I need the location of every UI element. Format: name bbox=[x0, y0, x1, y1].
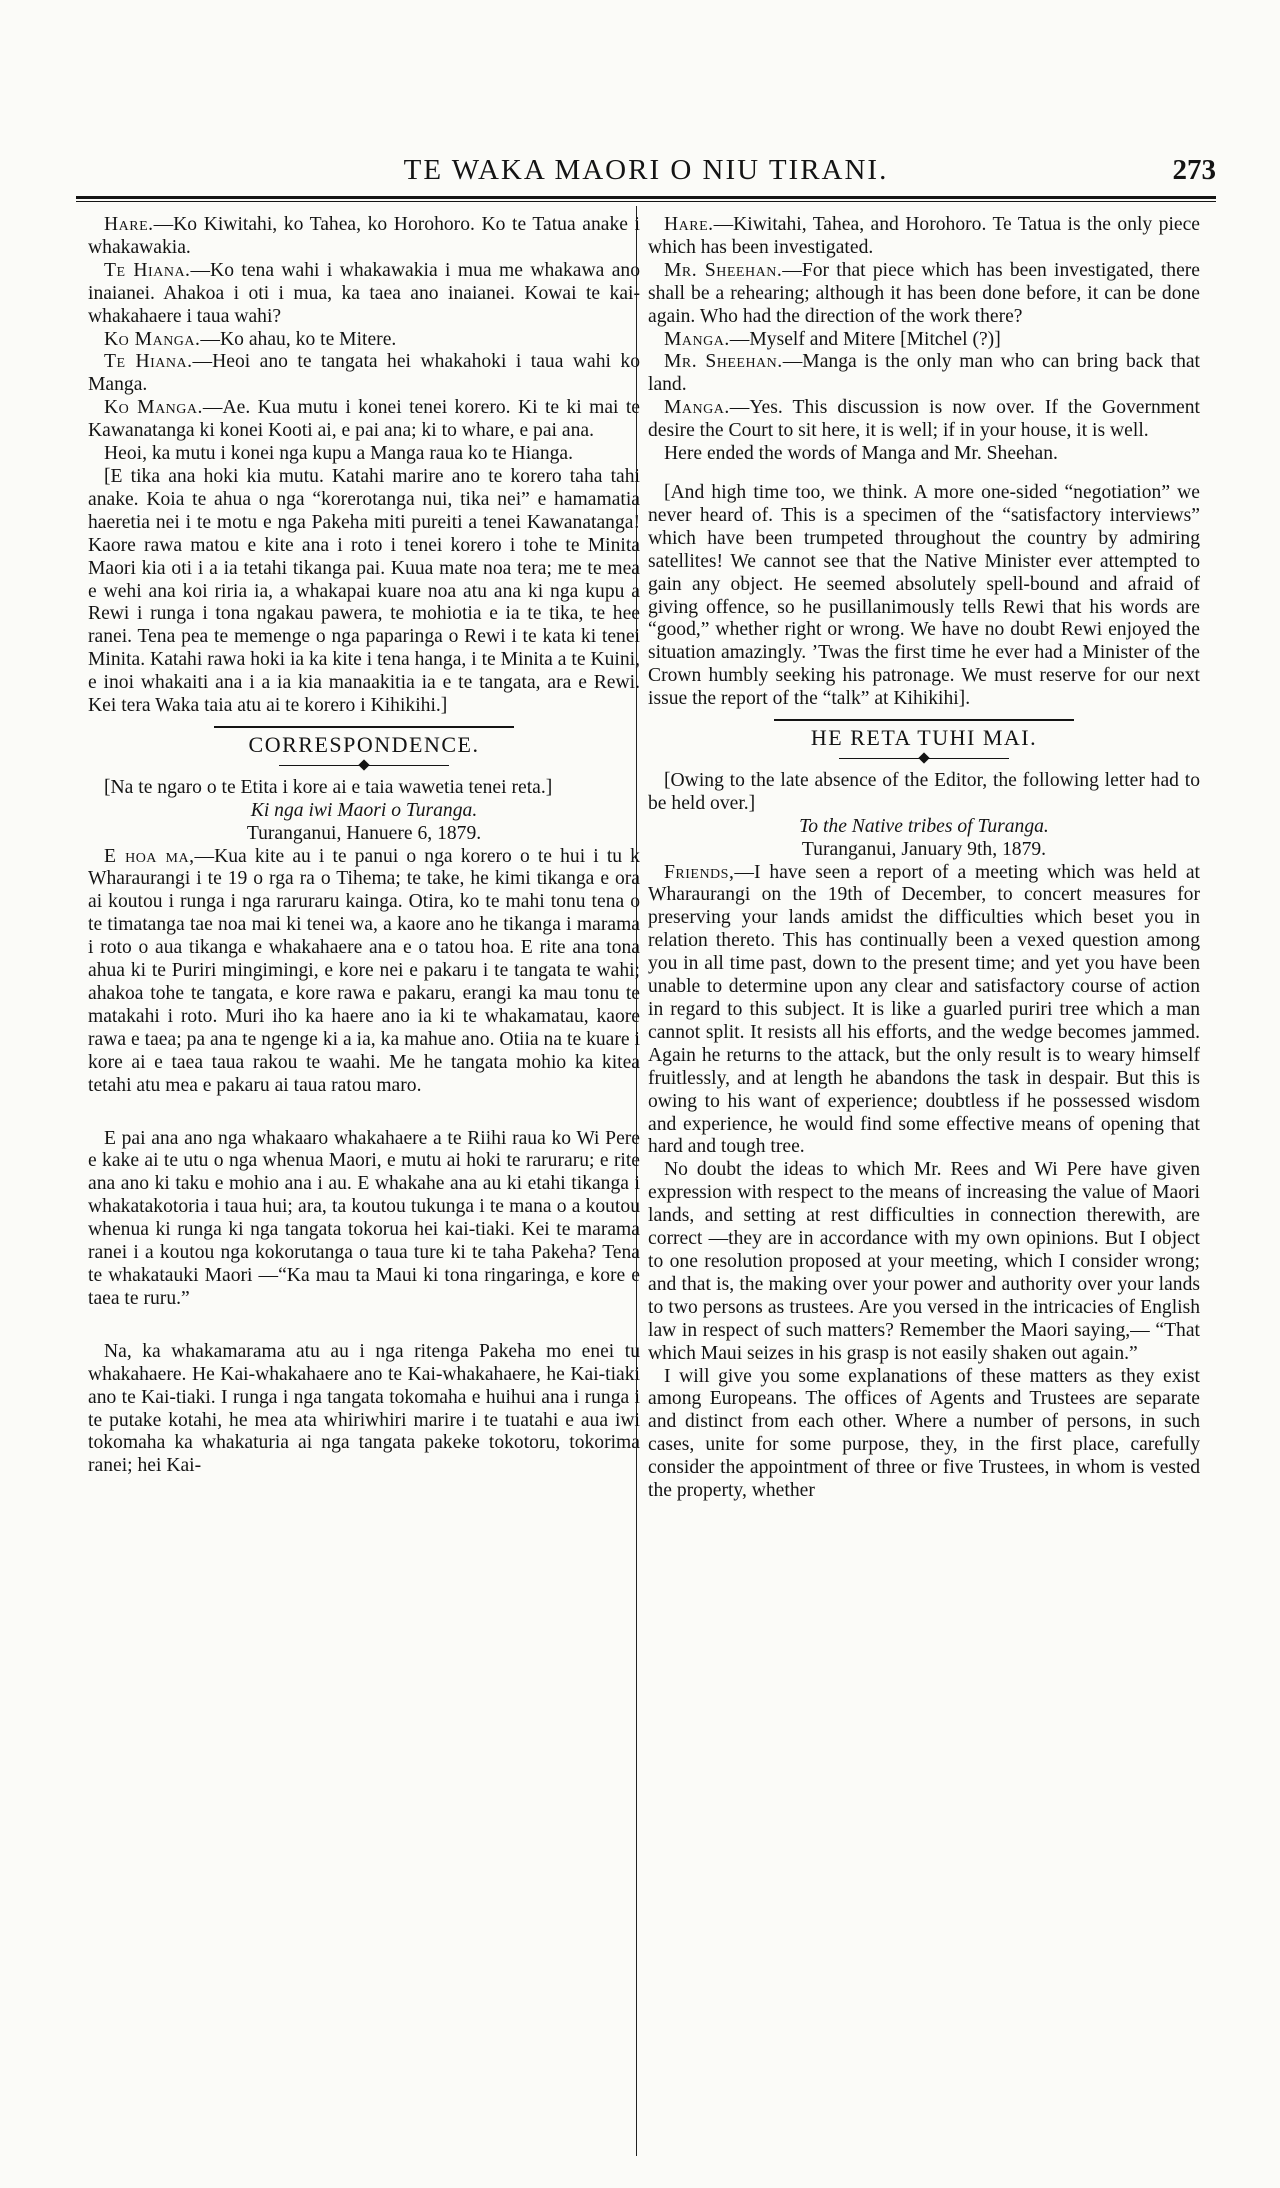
page-number: 273 bbox=[1172, 154, 1216, 186]
letter-paragraph: Na, ka whakamarama atu au i nga ritenga Pakeha mo enei tu whakahaere. He Kai-whakahaere ano te Kai-whakahaere, he Kai-tiaki ano te Kai-tiaki. I runga i nga tangata tokomaha e huihui ana i runga i te putake kotahi, he mea ata whiriwhiri marire i te tuatahi e aua iwi tokomaha ka whakaturia ai nga tangata pakeke tokotoru, tokorima ranei; hei Kai- bbox=[88, 1340, 640, 1477]
section-title: HE RETA TUHI MAI. bbox=[810, 725, 1038, 751]
letter-addressee: Ki nga iwi Maori o Turanga. bbox=[250, 799, 478, 821]
dialogue-line: Ko Manga.—Ko ahau, ko te Mitere. bbox=[104, 328, 397, 350]
correspondence-heading bbox=[88, 726, 640, 771]
dialogue-line: Manga.—Yes. This discussion is now over. If the Government desire the Court to sit here, it is well; if in your house, it is well. bbox=[648, 397, 1200, 442]
section-rule bbox=[214, 726, 514, 728]
page-header bbox=[76, 150, 1216, 194]
letter-paragraph: I will give you some explanations of these matters as they exist among Europeans. The offices of Agents and Trustees are separate and distinct from each other. Where a number of persons, in such cases, unite for some purpose, they, in the first place, carefully consider the appointment of three or five Trustees, in whom is vested the property, whether bbox=[648, 1365, 1200, 1502]
letter-dateline: Turanganui, Hanuere 6, 1879. bbox=[246, 822, 482, 844]
masthead-title: TE WAKA MAORI O NIU TIRANI. bbox=[403, 154, 889, 186]
dialogue-line: Hare.—Ko Kiwitahi, ko Tahea, ko Horohoro. Ko te Tatua anake i whakawakia. bbox=[88, 214, 640, 258]
section-rule bbox=[774, 719, 1074, 721]
letter-paragraph: Friends,—I have seen a report of a meeting which was held at Wharaurangi on the 19th of December, to concert measures for preserving your lands amidst the difficulties which beset you in relation thereto. This has continually been a vexed question among you in all time past, down to the present time; and yet you have been unable to determine upon any clear and satisfactory course of action in regard to this subject. It is like a guarled puriri tree which a man cannot split. It resists all his efforts, and the wedge becomes jammed. Again he returns to the attack, but the only result is to weary himself fruitlessly, and at length he abandons the task in despair. But this is owing to his want of experience; doubtless if he possessed wisdom and experience, he would find some effective means of opening that hard and tough tree. bbox=[648, 861, 1200, 1158]
diamond-ornament-icon bbox=[279, 761, 449, 771]
dialogue-line: Te Hiana.—Heoi ano te tangata hei whakahoki i taua wahi ko Manga. bbox=[88, 351, 640, 396]
letter-dateline: Turanganui, January 9th, 1879. bbox=[801, 838, 1047, 860]
dialogue-line: Manga.—Myself and Mitere [Mitchel (?)] bbox=[664, 328, 1001, 350]
header-rule bbox=[76, 196, 1216, 202]
editor-note: [Na te ngaro o te Etita i kore ai e taia wawetia tenei reta.] bbox=[104, 776, 553, 798]
dialogue-line: Ko Manga.—Ae. Kua mutu i konei tenei korero. Ki te ki mai te Kawanatanga ki konei Kooti ai, e pai ana; ki to whare, e pai ana. bbox=[88, 397, 640, 442]
dialogue-line: Hare.—Kiwitahi, Tahea, and Horohoro. Te Tatua is the only piece which has been investigated. bbox=[648, 214, 1200, 258]
letter-paragraph: E hoa ma,—Kua kite au i te panui o nga korero o te hui i tu k Wharaurangi i te 19 o rga ra o Tihema; te take, he kimi tikanga e ora ai koutou i runga i nga raruraru kainga. Otira, ko te mahi tonu tena o te timatanga tae noa mai ki tenei wa, a kaore ano he tikanga i marama i roto o aua tikanga e whakahaere ana e o tatou hoa. E rite ana tona ahua ki te Puriri mingimingi, e kore nei e pakaru i te tangata te wahi; ahakoa tohe te tangata, e kore rawa e pakaru, erangi ka mau tonu te matakahi i roto. Muri iho ka haere ano ia ki te whakamatau, kaore rawa e taea; pa ana te ngenge ki a ia, ka mahue ano. Otiia na te kuare i kore ai e taea taua rakou te waahi. Me he tangata mohio ka kitea tetahi atu mea e pakaru ai taua ratou maro. bbox=[88, 845, 640, 1096]
editor-note: [Owing to the late absence of the Editor, the following letter had to be held over.] bbox=[648, 769, 1200, 814]
section-title: CORRESPONDENCE. bbox=[248, 731, 480, 757]
dialogue-line: Mr. Sheehan.—Manga is the only man who can bring back that land. bbox=[648, 351, 1200, 396]
diamond-ornament-icon bbox=[839, 754, 1009, 764]
closing-line: Heoi, ka mutu i konei nga kupu a Manga raua ko te Hianga. bbox=[104, 443, 574, 465]
closing-line: Here ended the words of Manga and Mr. Sheehan. bbox=[664, 443, 1058, 465]
right-column-english bbox=[648, 214, 1200, 2154]
dialogue-line: Te Hiana.—Ko tena wahi i whakawakia i mua me whakawa ano inaianei. Ahakoa i oti i mua, ka taea ano inaianei. Kowai te kai-whakahaere i taua wahi? bbox=[88, 259, 640, 327]
letter-paragraph: E pai ana ano nga whakaaro whakahaere a te Riihi raua ko Wi Pere e kake ai te utu o nga whenua Maori, e mutu ai hoki te raruraru; e rite ana ano ki taku e mohio ana i au. E whakahe ana au ki etahi tikanga i whakatakotoria i taua hui; ara, ta koutou tukunga i te mana o a koutou whenua ki runga ki nga tangata tokorua hei kai-tiaki. Kei te marama ranei i a koutou nga kokorutanga o taua ture ki te taha Pakeha? Tena te whakatauki Maori —“Ka mau ta Maui ki tona ringaringa, e kore e taea te ruru.” bbox=[88, 1127, 640, 1309]
letter-addressee: To the Native tribes of Turanga. bbox=[799, 815, 1049, 837]
editorial-comment: [And high time too, we think. A more one-sided “negotiation” we never heard of. This is a specimen of the “satisfactory interviews” which have been trumpeted throughout the country by admiring satellites! We cannot see that the Native Minister ever attempted to gain any object. He seemed absolutely spell-bound and afraid of giving offence, so he pusillanimously tells Rewi that his words are “good,” whether right or wrong. We have no doubt Rewi enjoyed the situation amazingly. ’Twas the first time he ever had a Minister of the Crown humbly seeking his patronage. We must reserve for our next issue the report of the “talk” at Kihikihi]. bbox=[648, 481, 1200, 710]
dialogue-line: Mr. Sheehan.—For that piece which has been investigated, there shall be a rehearing; although it has been done before, it can be done again. Who had the direction of the work there? bbox=[648, 259, 1200, 327]
letters-heading bbox=[648, 719, 1200, 764]
letter-paragraph: No doubt the ideas to which Mr. Rees and Wi Pere have given expression with respect to the means of increasing the value of Maori lands, and setting at rest difficulties in connection therewith, are correct —they are in accordance with my own opinions. But I object to one resolution proposed at your meeting, which I consider wrong; and that is, the making over your power and authority over your lands to two persons as trustees. Are you versed in the intricacies of English law in respect of such matters? Remember the Maori saying,— “That which Maui seizes in his grasp is not easily shaken out again.” bbox=[648, 1159, 1200, 1364]
left-column-maori bbox=[88, 214, 640, 2154]
editorial-comment: [E tika ana hoki kia mutu. Katahi marire ano te korero taha tahi anake. Koia te ahua o nga “korerotanga nui, tika nei” e hamamatia haeretia nei i te motu e nga Pakeha miti pureiti a tenei Kawanatanga! Kaore rawa matou e kite ana i roto i tenei korero i tohe te Minita Maori kia oti i a ia tetahi tikanga pai. Kuua mate noa tera; me te mea e wehi ana koi riria ia, a whakapai kuare noa atu ana ki nga kupu a Rewi i runga i tona ngakau pawera, te mohiotia e ia te tika, te hee ranei. Tena pea te memenge o nga paparinga o Rewi i te kata ki tenei Minita. Katahi rawa hoki ia ka kite i tena hanga, i te Minita a te Kuini, e inoi whakaiti ana i a ia kia manaakitia ia e te tangata, ara e Rewi. Kei tera Waka taia atu ai te korero i Kihikihi.] bbox=[88, 465, 640, 717]
